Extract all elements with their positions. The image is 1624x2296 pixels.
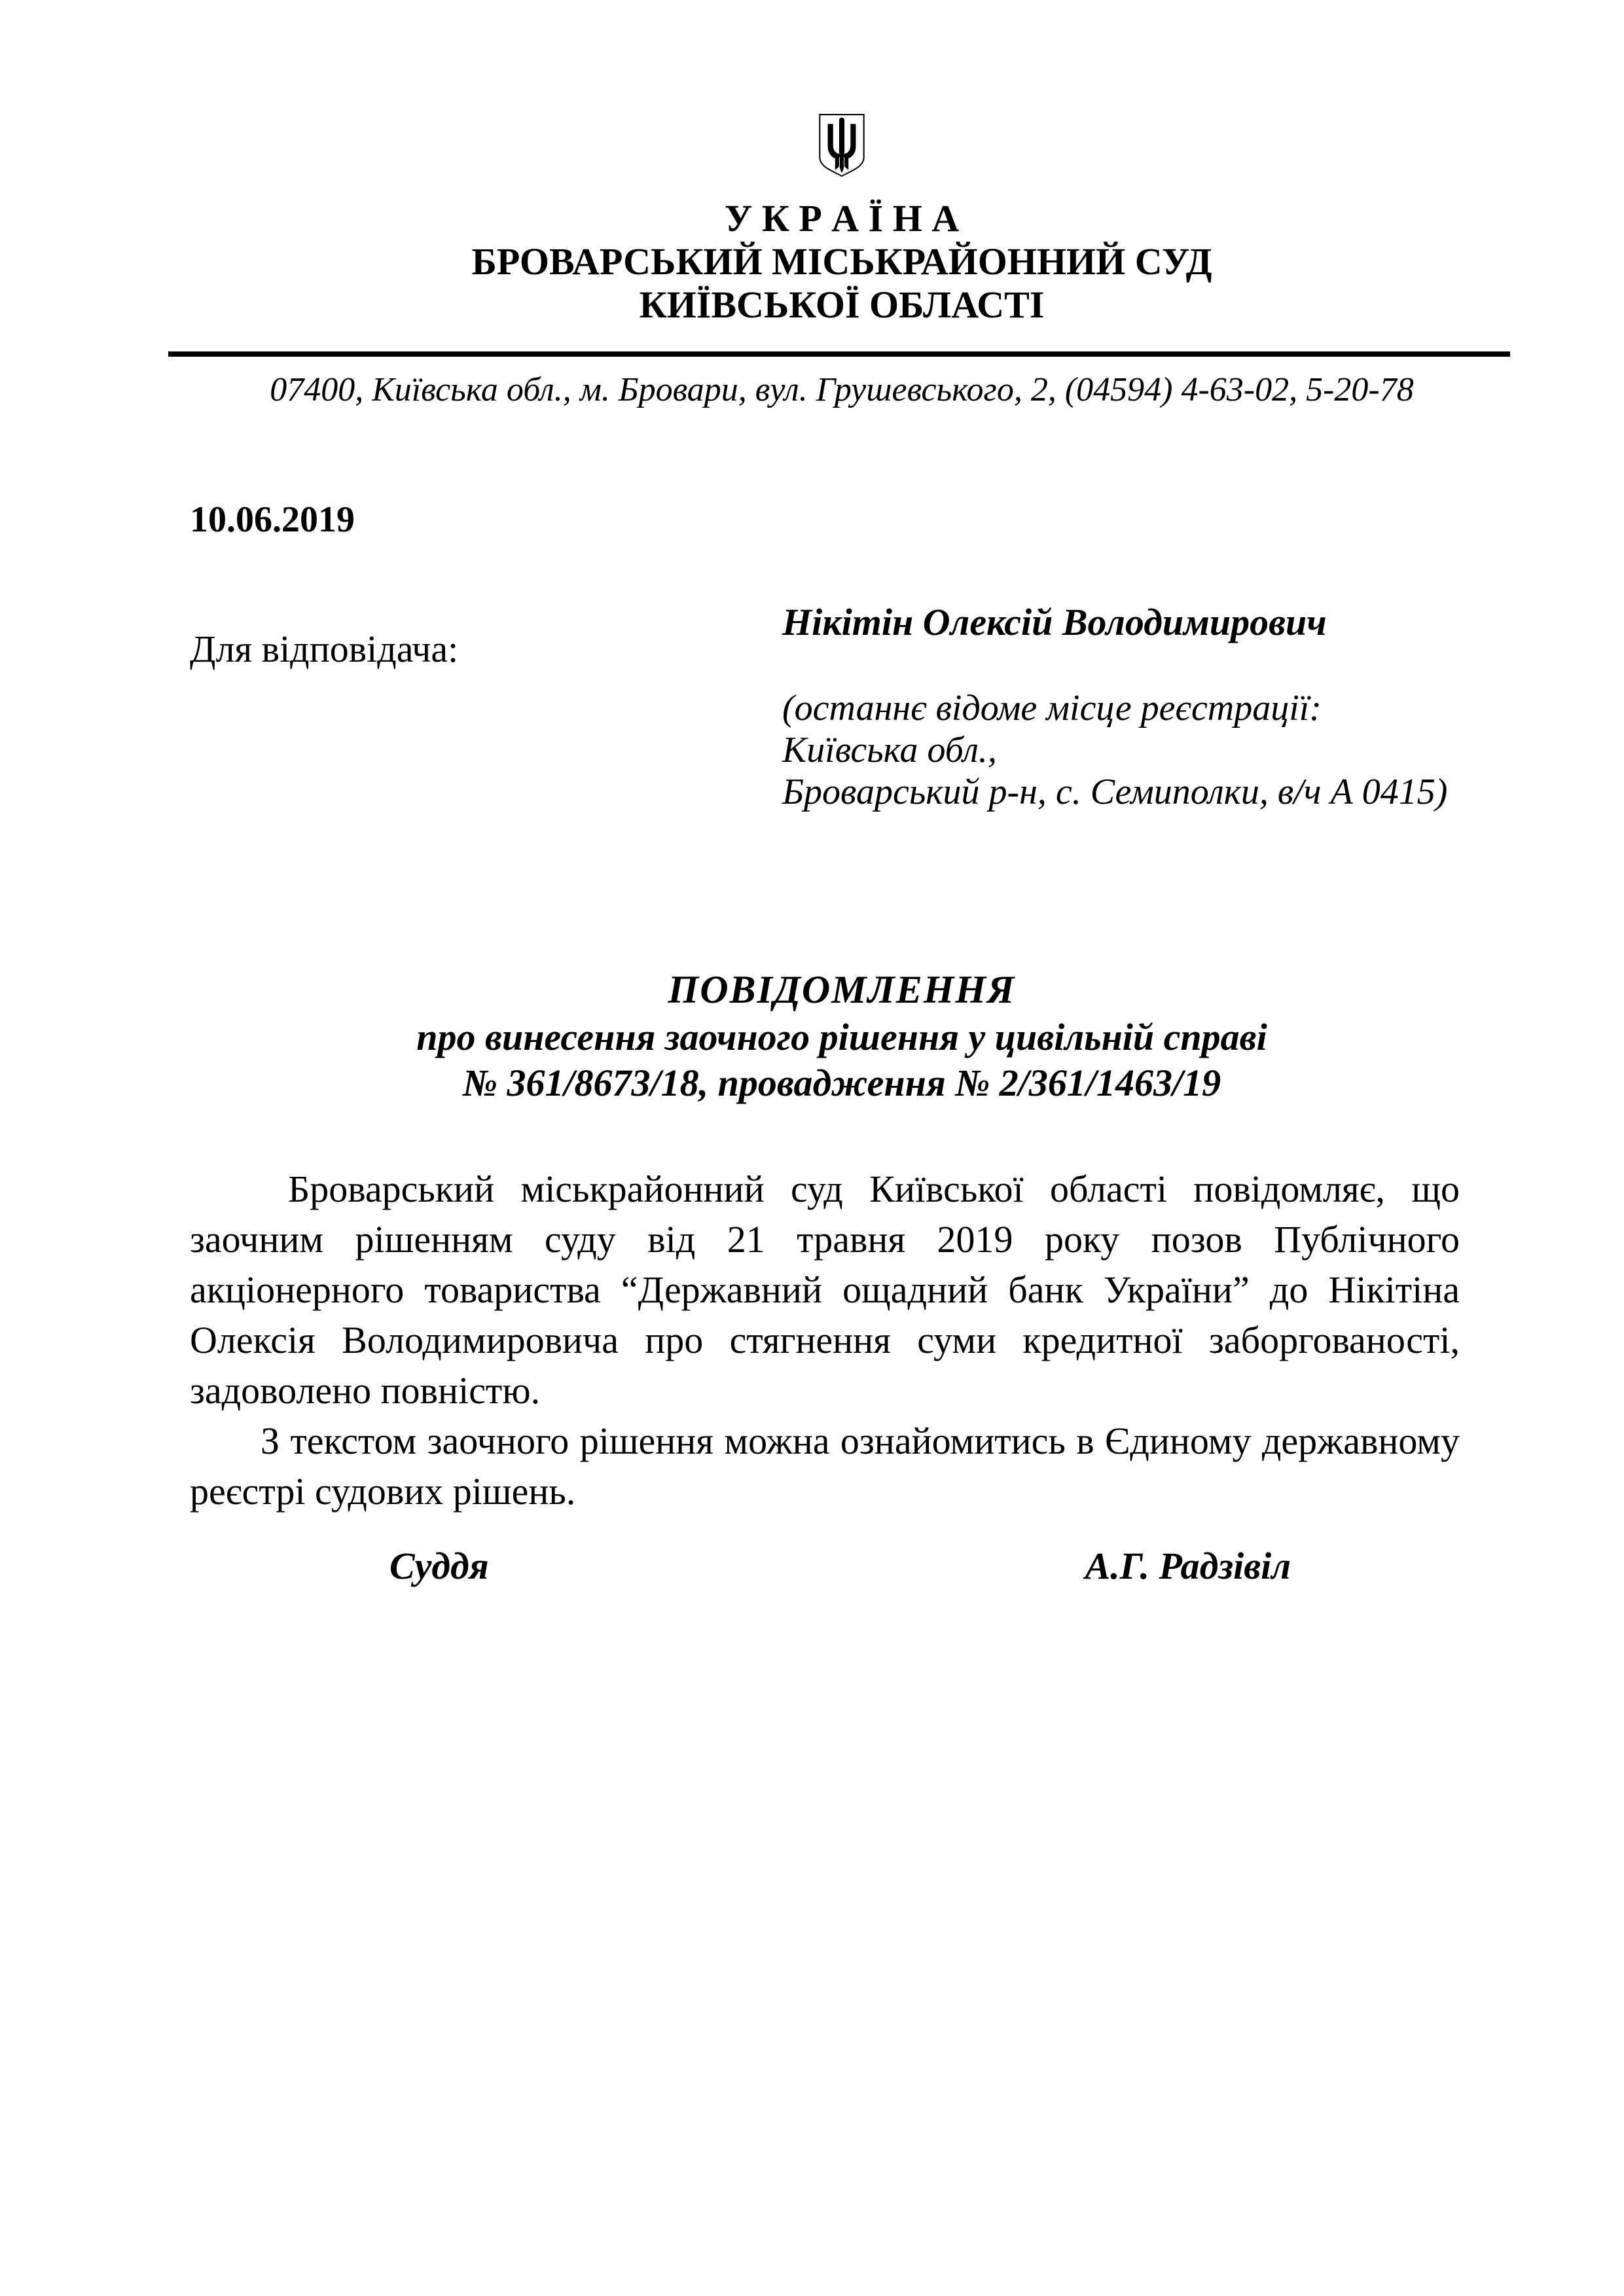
- header-divider: [168, 351, 1510, 357]
- recipient-details: [782, 603, 1460, 813]
- court-name: БРОВАРСЬКИЙ МІСЬКРАЙОННИЙ СУД: [471, 240, 1212, 283]
- body-paragraph-2: З текстом заочного рішення можна ознайомитись в Єдиному державному реєстрі судових рішень.: [190, 1420, 1460, 1513]
- signature-judge-name: А.Г. Радзівіл: [1085, 1545, 1291, 1588]
- body-paragraph-1: Броварський міськрайонний суд Київської області повідомляє, що заочним рішенням суду від 21 травня 2019 року позов Публічного акціонерного товариства “Державний ощадний банк України” до Нікітіна Олексія Володимировича про стягнення суми кредитної заборгованості, задоволено повністю.: [190, 1168, 1460, 1412]
- notice-title: ПОВІДОМЛЕННЯ: [668, 968, 1016, 1012]
- ukraine-tryzub-coat-of-arms-icon: [818, 113, 866, 178]
- document-date: 10.06.2019: [190, 499, 355, 541]
- emblem-container: [207, 0, 1477, 181]
- court-address: 07400, Київська обл., м. Бровари, вул. Грушевського, 2, (04594) 4-63-02, 5-20-78: [270, 371, 1414, 408]
- notice-subtitle-line1: про винесення заочного рішення у цивільній справі: [416, 1016, 1267, 1059]
- recipient-label: Для відповідача:: [190, 628, 459, 671]
- signature-role: Суддя: [389, 1545, 489, 1588]
- country-title: У К Р А Ї Н А: [724, 197, 960, 240]
- notice-heading: [207, 968, 1477, 1105]
- recipient-registration-note: [782, 687, 1460, 813]
- court-region: КИЇВСЬКОЇ ОБЛАСТІ: [639, 283, 1045, 326]
- recipient-note-line2: Броварський р-н, с. Семиполки, в/ч А 0415): [782, 772, 1448, 813]
- recipient-note-line1: (останнє відоме місце реєстрації: Київська обл.,: [782, 688, 1322, 771]
- notice-body: [190, 1164, 1460, 1516]
- recipient-section: [190, 603, 1460, 813]
- notice-case-number: № 361/8673/18, провадження № 2/361/1463/19: [462, 1062, 1221, 1105]
- recipient-name: Нікітін Олексій Володимирович: [782, 601, 1327, 644]
- signature-section: [190, 1544, 1460, 1588]
